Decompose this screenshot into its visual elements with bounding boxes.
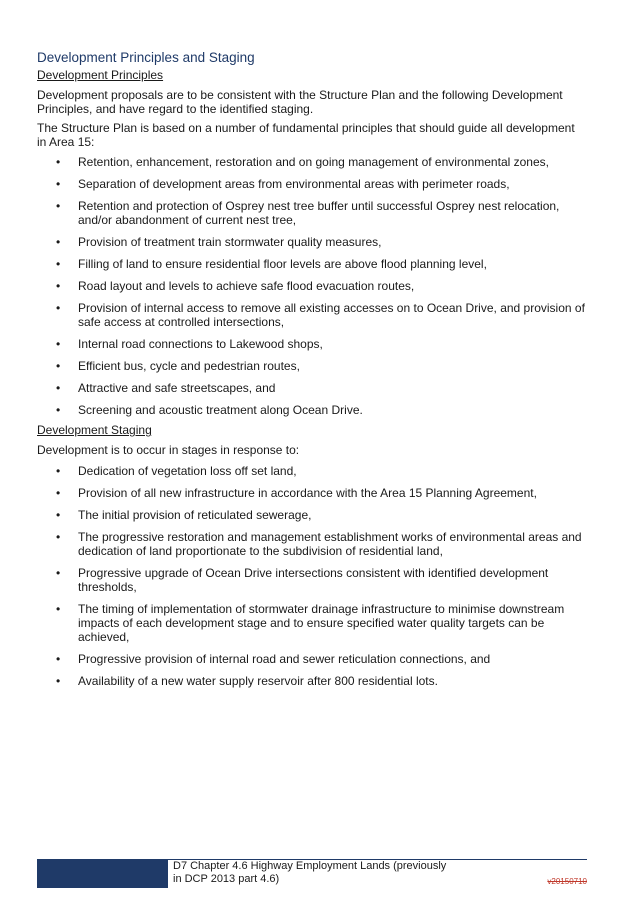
bullet-icon: • [56,508,61,522]
list-item: • Provision of internal access to remove all existing accesses on to Ocean Drive, and provision of safe access at controlled intersections, [56,301,585,329]
bullet-icon: • [56,235,61,249]
staging-list [37,464,587,688]
footer-version: v20150710 [547,877,587,886]
bullet-icon: • [56,381,61,395]
list-item: • Dedication of vegetation loss off set land, [56,464,297,478]
page-footer [37,859,587,888]
list-item: • The timing of implementation of stormwater drainage infrastructure to minimise downstream impacts of each development stage and to ensure specified water quality targets can be achieved, [56,602,565,644]
bullet-icon: • [56,464,61,478]
bullet-icon: • [56,301,61,315]
bullet-icon: • [56,199,61,213]
staging-subheading: Development Staging [37,423,152,437]
bullet-icon: • [56,279,61,293]
principles-list [37,155,587,417]
bullet-icon: • [56,257,61,271]
bullet-icon: • [56,359,61,373]
list-item: • Efficient bus, cycle and pedestrian routes, [56,359,300,373]
page-title: Development Principles and Staging [37,50,255,65]
bullet-icon: • [56,530,61,544]
footer-document-title: D7 Chapter 4.6 Highway Employment Lands (previously in DCP 2013 part 4.6) [173,860,447,885]
list-item: • Screening and acoustic treatment along Ocean Drive. [56,403,363,417]
bullet-icon: • [56,486,61,500]
document-body [37,50,587,696]
footer-color-block [37,859,168,888]
bullet-icon: • [56,602,61,616]
principles-intro: Development proposals are to be consistent with the Structure Plan and the following Development Principles, and have regard to the identified staging. [37,88,563,116]
bullet-icon: • [56,566,61,580]
list-item: • Availability of a new water supply reservoir after 800 residential lots. [56,674,438,688]
list-item: • The progressive restoration and management establishment works of environmental areas and dedication of land proportionate to the subdivision of residential land, [56,530,582,558]
list-item: • Internal road connections to Lakewood shops, [56,337,323,351]
list-item: • Retention, enhancement, restoration and on going management of environmental zones, [56,155,549,169]
list-item: • Retention and protection of Osprey nest tree buffer until successful Osprey nest relocation, and/or abandonment of current nest tree, [56,199,560,227]
bullet-icon: • [56,403,61,417]
bullet-icon: • [56,674,61,688]
list-item: • Progressive upgrade of Ocean Drive intersections consistent with identified development thresholds, [56,566,549,594]
list-item: • Provision of all new infrastructure in accordance with the Area 15 Planning Agreement, [56,486,537,500]
list-item: • The initial provision of reticulated sewerage, [56,508,312,522]
bullet-icon: • [56,337,61,351]
list-item: • Filling of land to ensure residential floor levels are above flood planning level, [56,257,487,271]
list-item: • Provision of treatment train stormwater quality measures, [56,235,382,249]
bullet-icon: • [56,155,61,169]
bullet-icon: • [56,177,61,191]
staging-lead: Development is to occur in stages in response to: [37,443,300,457]
list-item: • Progressive provision of internal road and sewer reticulation connections, and [56,652,491,666]
list-item: • Attractive and safe streetscapes, and [56,381,276,395]
principles-subheading: Development Principles [37,68,164,82]
principles-lead: The Structure Plan is based on a number of fundamental principles that should guide all development in Area 15: [37,121,575,149]
bullet-icon: • [56,652,61,666]
list-item: • Road layout and levels to achieve safe flood evacuation routes, [56,279,415,293]
list-item: • Separation of development areas from environmental areas with perimeter roads, [56,177,510,191]
